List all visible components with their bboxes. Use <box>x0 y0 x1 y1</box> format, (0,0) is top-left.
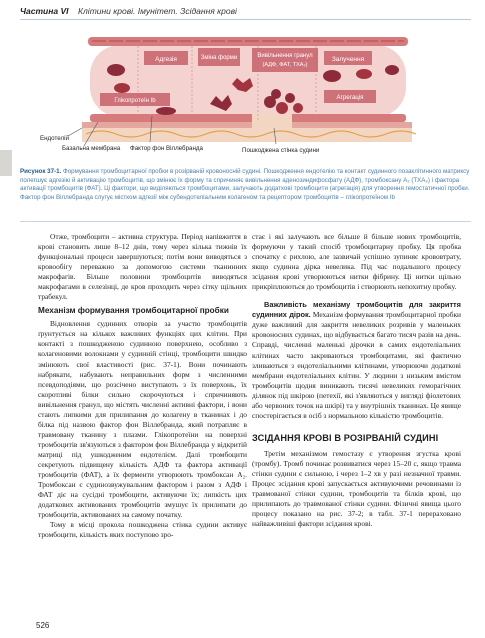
label-aggregation: Агрегація <box>336 94 364 101</box>
platelet <box>323 70 341 82</box>
top-endothelium <box>88 37 408 46</box>
paragraph: Відновлення судинних отворів за участю тромбоцитів ґрунтується на кількох важливих функціях цих клітин. При контакті з пошкодженою судинною поверхнею, особливо з колагеновими волокнами у судинній стінці, тромбоцити швидко змінюють свої властивості (рис. 37-1). Вони починають набрякати, набувають неправильних форм з численними псевдоподіями, що розсічено виступають з їх поверхонь, їх скоротливі білки сильно скорочуються і спричиняють вивільнення гранул, що містять численні активні фактори, і вони стають липкими для прилипання до колагену в тканинах і до білка під назвою фактор фон Віллебранда, який потрапляє в травмовану тканину з плазми. Глікопротеїни на поверхні тромбоцитів зв'язуються з фактором фон Віллебранда у відкритій матриці під ушкодженим ендотелієм. Далі тромбоцити секретують підвищену кількість АДФ та фактора активації тромбоцитів (ФАТ), а їх ферменти утворюють тромбоксан A₂. Тромбоксан є судинозвужувальним фактором і разом з АДФ і ФАТ діє на сусідні тромбоцити, активуючи їх; липкість цих додаткових активованих тромбоцитів змушує їх прилипати до тромбоцитів, активованих на самому початку. <box>38 319 247 520</box>
part-label: Частина VI <box>20 6 69 16</box>
platelet-plug-diagram <box>20 24 471 164</box>
label-adhesion: Адгезія <box>155 56 177 63</box>
bottom-endothelium <box>90 114 406 122</box>
label-damaged-wall: Пошкоджена стінка судини <box>242 147 320 154</box>
platelet <box>156 107 176 115</box>
paragraph: Тому в місці прокола пошкоджена стінка судини активує тромбоцити, кількість яких поступово зро- <box>38 520 247 540</box>
caption-label: Рисунок 37-1. <box>20 168 62 175</box>
label-recruitment: Залучення <box>331 56 365 63</box>
paragraph-importance <box>252 300 461 421</box>
label-basement-membrane: Базальна мембрана <box>62 145 121 152</box>
label-granule-release-sub: (АДФ, ФАТ, TXA₂) <box>262 62 308 68</box>
platelet <box>114 83 130 93</box>
platelet <box>271 89 281 99</box>
paragraph: Третім механізмом гемостазу є утворення згустка крові (тромбу). Тромб починає розвиватися через 15–20 с, якщо травма стінки судини є сильною, і через 1–2 хв у разі незначної травми. Процес зсідання крові запускається активуючими речовинами із травмованої стінки судини, тромбоцитів та білків крові, що прилипають до травмованої стінки судини. Фізичні явища цього процесу показано на рис. 37-2; в табл. 37-1 перераховано найважливіші фактори зсідання крові. <box>252 448 461 529</box>
section-heading-mechanism: Механізм формування тромбоцитарної пробки <box>38 306 229 316</box>
platelet <box>276 102 288 114</box>
part-title: Клітини крові. Імунітет. Зсідання крові <box>78 6 237 16</box>
figure-37-1 <box>20 24 471 164</box>
running-header <box>0 0 485 22</box>
figure-caption <box>20 168 470 202</box>
right-column <box>252 232 461 529</box>
vessel-wall-gap <box>252 114 292 128</box>
platelet <box>285 93 295 103</box>
platelet <box>107 64 125 76</box>
run-in-heading-importance: Важливість механізму тромбоцитів для закриття судинних дірок. <box>252 300 461 320</box>
paragraph: стає і які залучають все більше й більше нових тромбоцитів, формуючи у такий спосіб тромбоцитарну пробку. Ця пробка спочатку є рихлою, але зазвичай успішно зупиняє крововтрату, якщо судинна дірка невелика. Під час подальшого процесу зсідання крові утворюються нитки фібрину. Ці нитки щільно прикріплюються до тромбоцитів і створюють непохитну пробку. <box>252 232 461 292</box>
label-vwf: Фактор фон Віллебранда <box>130 145 203 152</box>
paragraph: Отже, тромбоцити – активна структура. Період напівжиття в крові становить лише 8–12 днів, тому через кілька тижнів їх функціональні процеси завершуються; потім вони виводяться з кровообігу переважно за допомогою системи тканинних макрофагів. Більше половини тромбоцитів виводяться макрофагами в селезінці, де кров проходить через сітку щільних трабекул. <box>38 232 247 302</box>
platelet <box>356 69 372 79</box>
page-number: 526 <box>36 621 50 630</box>
caption-rule <box>20 221 471 222</box>
caption-text: Формування тромбоцитарної пробки в розірваній кровоносній судині. Пошкодження ендотелію та контакт судинного позаклітинного матриксу полегшує адгезію й активацію тромбоцитів, що змінює їх форму та спричиняє вивільнення аденозиндифосфату (АДФ), тромбоксану A₂ (TXA₂) і фактора активації тромбоцитів (ФАТ). Ці фактори, що виділяються тромбоцитами, залучають додаткові тромбоцити (агрегація) для утворення гемостатичної пробки. Фактор фон Віллебранда слугує містком адгезії між субендотеліальним колагеном та рецептором тромбоцитів – глікопротеїном Ib <box>20 168 470 201</box>
left-column <box>38 232 247 540</box>
paragraph-body: Механізм формування тромбоцитарної пробки дуже важливий для закриття невеликих розривів у маленьких кровоносних судинах, що відбувається багато тисяч разів на день. Справді, численні маленькі дірочки в самих ендотеліальних клітинах часто закриваються тромбоцитами, які фактично зливаються з ендотеліальними клітинами, утворюючи додаткові мембрани ендотеліальних клітин. У людини з низьким вмістом тромбоцитів щодня виникають тисячі невеликих геморагічних ділянок під шкірою (петехії, які з'являються у вигляді фіолетових або червоних точок на шкірі) та у внутрішніх тканинах. Це явище спостерігається в осіб з нормальною кількістю тромбоцитів. <box>252 310 462 420</box>
basement-membrane-layer <box>82 122 412 128</box>
platelet <box>385 65 399 75</box>
platelet <box>293 103 303 113</box>
subendothelial-matrix <box>82 128 412 142</box>
header-rule <box>20 19 471 20</box>
side-tab-marker <box>0 150 12 176</box>
label-granule-release: Вивільнення гранул <box>257 53 313 59</box>
label-shape-change: Зміна форми <box>200 55 238 61</box>
label-endothelium: Ендотелій <box>40 135 69 142</box>
section-heading-clotting: ЗСІДАННЯ КРОВІ В РОЗІРВАНІЙ СУДИНІ <box>252 432 439 443</box>
label-glycoprotein: Глікопротеїн Ib <box>114 98 156 104</box>
